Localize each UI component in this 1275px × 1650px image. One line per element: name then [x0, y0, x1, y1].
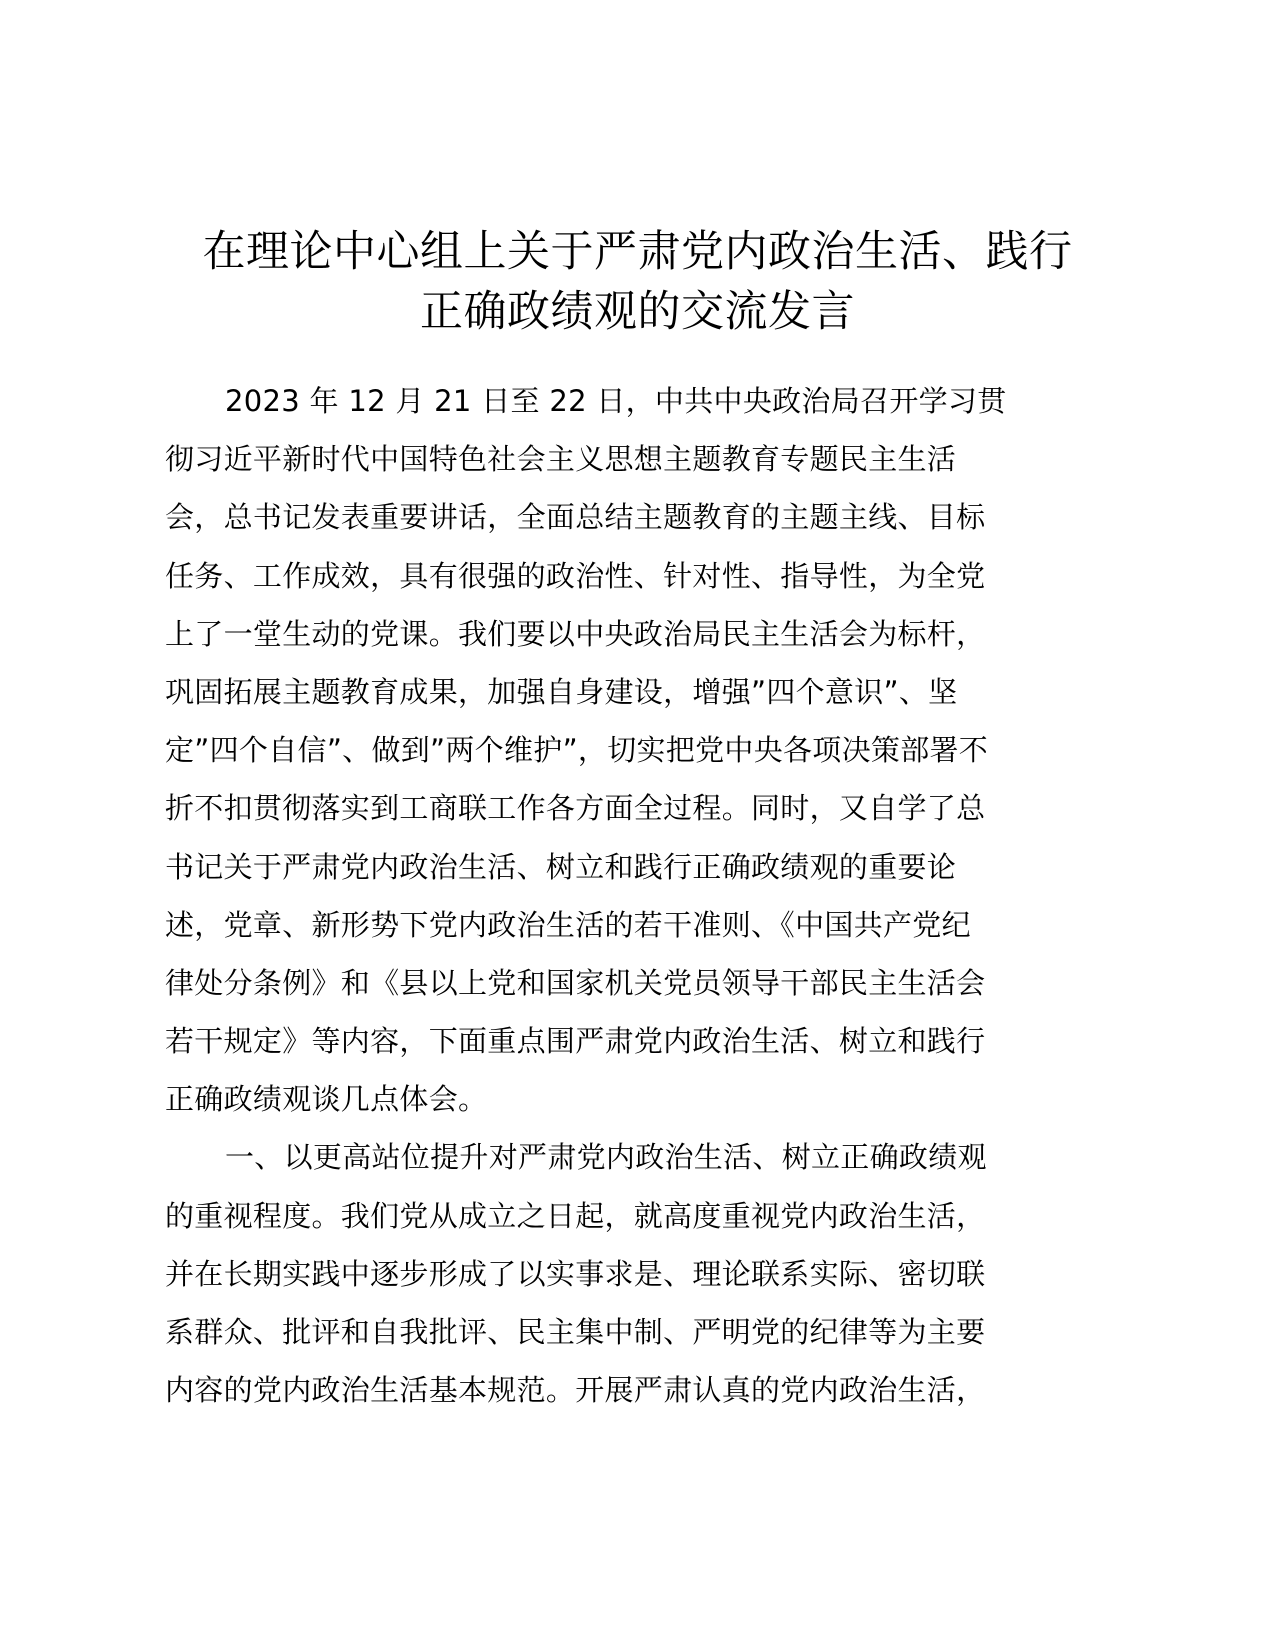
body-line: 书记关于严肃党内政治生活、树立和践行正确政绩观的重要论	[165, 849, 957, 884]
body-line: 若干规定》等内容，下面重点围严肃党内政治生活、树立和践行	[165, 1024, 986, 1059]
body-line: 任务、工作成效，具有很强的政治性、针对性、指导性，为全党	[165, 558, 986, 593]
body-line: 彻习近平新时代中国特色社会主义思想主题教育专题民主生活	[165, 442, 957, 477]
body-line: 正确政绩观谈几点体会。	[165, 1082, 488, 1117]
body-line: 系群众、批评和自我批评、民主集中制、严明党的纪律等为主要	[165, 1315, 986, 1349]
body-line: 巩固拓展主题教育成果，加强自身建设，增强”四个意识”、坚	[165, 674, 958, 709]
body-line: 2023 年 12 月 21 日至 22 日，中共中央政治局召开学习贯	[225, 384, 1007, 418]
body-line: 述，党章、新形势下党内政治生活的若干准则、《中国共产党纪	[165, 907, 971, 942]
body-line: 定”四个自信”、做到”两个维护”，切实把党中央各项决策部署不	[165, 733, 989, 768]
title-line-1: 在理论中心组上关于严肃党内政治生活、践行	[202, 227, 1073, 277]
body-line: 会，总书记发表重要讲话，全面总结主题教育的主题主线、目标	[165, 500, 986, 535]
body-line: 律处分条例》和《县以上党和国家机关党员领导干部民主生活会	[165, 965, 986, 1000]
title-line-2: 正确政绩观的交流发言	[420, 287, 855, 337]
body-line: 上了一堂生动的党课。我们要以中央政治局民主生活会为标杆，	[165, 616, 986, 651]
document-body	[165, 372, 1100, 1419]
body-line: 并在长期实践中逐步形成了以实事求是、理论联系实际、密切联	[165, 1256, 986, 1291]
body-line: 的重视程度。我们党从成立之日起，就高度重视党内政治生活，	[165, 1198, 986, 1233]
body-line: 内容的党内政治生活基本规范。开展严肃认真的党内政治生活，	[165, 1373, 986, 1408]
body-line: 折不扣贯彻落实到工商联工作各方面全过程。同时，又自学了总	[165, 791, 986, 826]
document-title	[150, 222, 1125, 342]
section-heading-line: 一、以更高站位提升对严肃党内政治生活、树立正确政绩观	[225, 1140, 987, 1175]
